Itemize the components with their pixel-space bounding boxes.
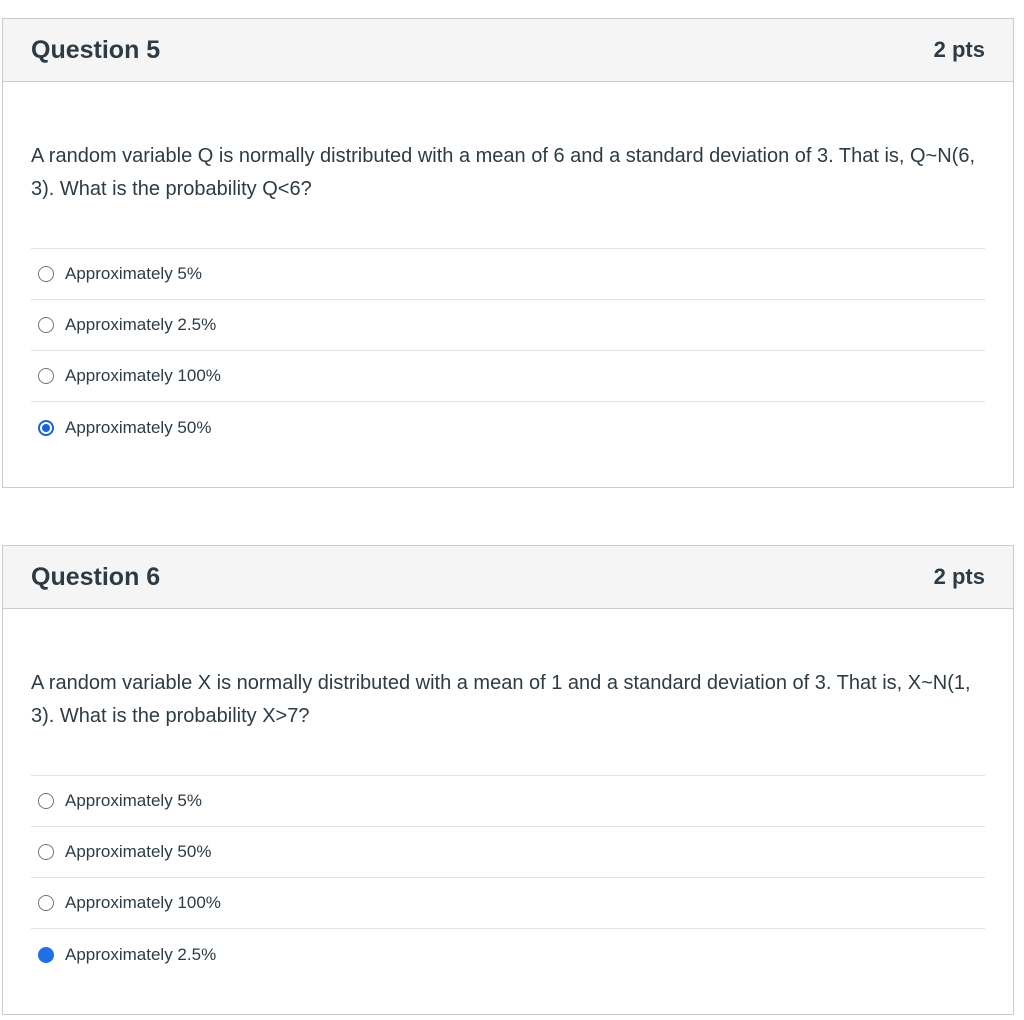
answer-option[interactable] xyxy=(31,776,985,827)
answer-label: Approximately 2.5% xyxy=(65,944,217,964)
question-header xyxy=(3,19,1013,82)
answer-option-selected[interactable] xyxy=(31,929,985,980)
radio-button[interactable] xyxy=(38,895,54,911)
question-points: 2 pts xyxy=(933,564,985,589)
answer-option-selected[interactable] xyxy=(31,402,985,453)
radio-button[interactable] xyxy=(38,368,54,384)
answer-list xyxy=(31,248,985,453)
radio-button[interactable] xyxy=(38,844,54,860)
radio-button-selected[interactable] xyxy=(38,420,54,436)
answer-label: Approximately 100% xyxy=(65,366,221,385)
question-points: 2 pts xyxy=(933,37,985,62)
answer-label: Approximately 50% xyxy=(65,842,212,861)
answer-label: Approximately 5% xyxy=(65,264,203,283)
answer-option[interactable] xyxy=(31,878,985,929)
question-text: A random variable X is normally distributed with a mean of 1 and a standard deviation of 3. That is, X~N(1, 3). What is the probability X>7? xyxy=(31,672,971,727)
radio-button-selected[interactable] xyxy=(38,947,54,963)
question-title: Question 6 xyxy=(31,562,161,591)
radio-button[interactable] xyxy=(38,266,54,282)
radio-button[interactable] xyxy=(38,793,54,809)
radio-button[interactable] xyxy=(38,317,54,333)
question-body xyxy=(3,140,1013,453)
answer-label: Approximately 50% xyxy=(65,417,212,437)
question-title: Question 5 xyxy=(31,35,161,64)
answer-option[interactable] xyxy=(31,249,985,300)
question-header xyxy=(3,546,1013,609)
answer-option[interactable] xyxy=(31,827,985,878)
answer-label: Approximately 2.5% xyxy=(65,315,217,334)
answer-label: Approximately 5% xyxy=(65,791,203,810)
answer-list xyxy=(31,775,985,980)
answer-option[interactable] xyxy=(31,351,985,402)
answer-option[interactable] xyxy=(31,300,985,351)
question-card-5 xyxy=(2,18,1014,488)
answer-label: Approximately 100% xyxy=(65,893,221,912)
question-card-6 xyxy=(2,545,1014,1015)
question-text: A random variable Q is normally distributed with a mean of 6 and a standard deviation of 3. That is, Q~N(6, 3). What is the probability Q<6? xyxy=(31,145,976,200)
question-body xyxy=(3,667,1013,980)
